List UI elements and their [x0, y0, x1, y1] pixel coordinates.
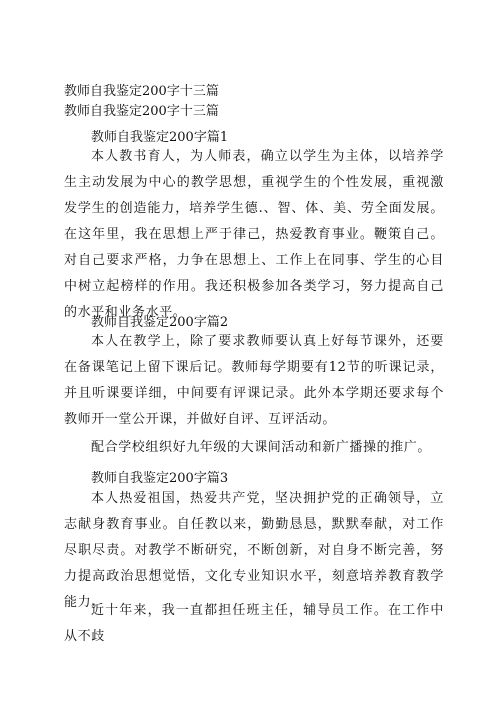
document-header-line-2: 教师自我鉴定200字十三篇: [64, 104, 219, 119]
section-3-paragraph-1: 本人热爱祖国，热爱共产党，坚决拥护党的正确领导，立志献身教育事业。自任教以来，勤勤恳恳，默默奉献，对工作尽职尽责。对教学不断研究，不断创新，对自身不断完善，努力提高政治思想觉悟，文化专业知识水平，刻意培养教育教学能力。: [64, 491, 444, 610]
section-3-heading: 教师自我鉴定200字篇3: [91, 471, 229, 486]
section-2-heading: 教师自我鉴定200字篇2: [91, 315, 229, 330]
section-1-heading: 教师自我鉴定200字篇1: [91, 130, 229, 145]
document-header-line-1: 教师自我鉴定200字十三篇: [64, 84, 219, 99]
section-1-paragraph-1: 本人教书育人，为人师表，确立以学生为主体，以培养学生主动发展为中心的教学思想，重视学生的个性发展，重视激发学生的创造能力，培养学生德.、智、体、美、劳全面发展。在这年里，我在思想上严于律己，热爱教育事业。鞭策自己。对自己要求严格，力争在思想上、工作上在同事、学生的心目中树立起榜样的作用。我还积极参加各类学习，努力提高自己的水平和业务水平。: [64, 149, 444, 320]
section-2-paragraph-2: 配合学校组织好九年级的大课间活动和新广播操的推广。: [91, 440, 432, 455]
section-2-paragraph-1: 本人在教学上，除了要求教师要认真上好每节课外，还要在备课笔记上留下课后记。教师每学期要有12节的听课记录，并且听课要详细，中间要有评课记录。此外本学期还要求每个教师开一堂公开课，并做好自评、互评活动。: [64, 334, 444, 427]
section-3-paragraph-2: 近十年来，我一直都担任班主任，辅导员工作。在工作中从不歧: [64, 603, 444, 644]
